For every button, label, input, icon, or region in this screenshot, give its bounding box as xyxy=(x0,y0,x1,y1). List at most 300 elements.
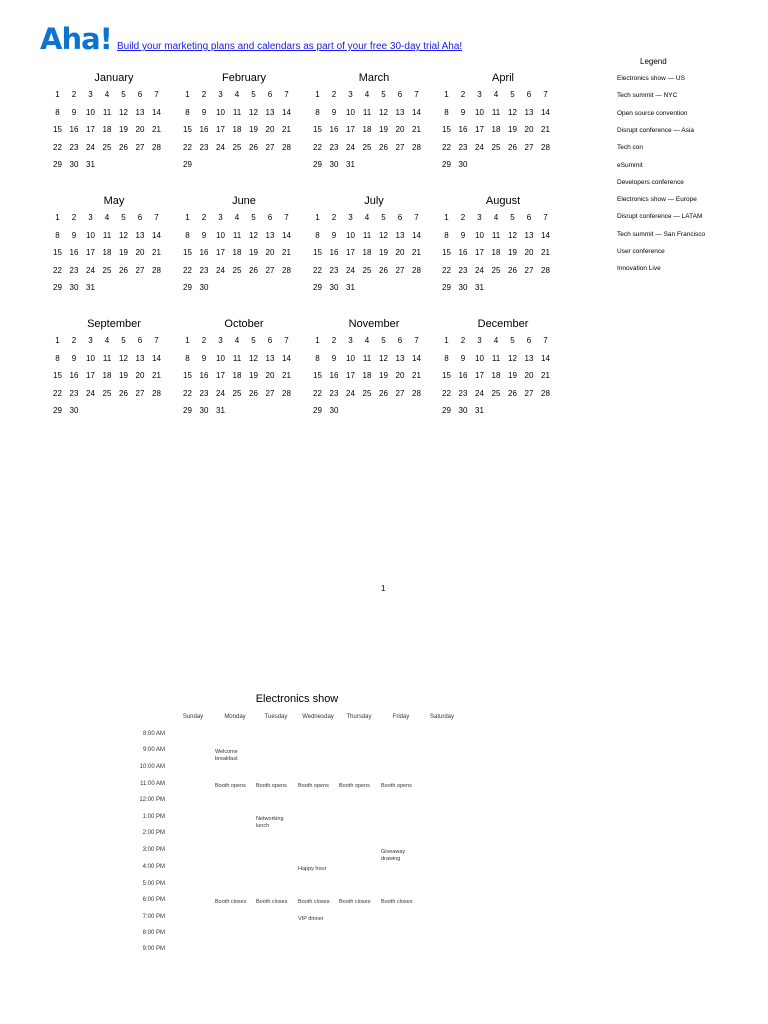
calendar-day: 23 xyxy=(69,142,79,152)
calendar-day: 6 xyxy=(526,336,532,345)
calendar-day: 28 xyxy=(152,265,161,275)
calendar-day: 3 xyxy=(218,336,223,345)
calendar-day: 30 xyxy=(199,406,209,415)
calendar-day: 13 xyxy=(265,353,275,363)
calendar-day: 4 xyxy=(104,336,110,345)
calendar-day: 24 xyxy=(475,388,484,398)
calendar-day: 14 xyxy=(152,230,161,240)
calendar-day: 22 xyxy=(183,265,192,275)
calendar-day: 7 xyxy=(543,90,548,99)
calendar-day: 6 xyxy=(526,90,532,99)
calendar-day: 28 xyxy=(282,265,291,275)
calendar-day: 22 xyxy=(183,142,192,152)
calendar-day: 1 xyxy=(55,213,60,222)
calendar-day: 18 xyxy=(362,371,372,380)
calendar-day: 24 xyxy=(475,142,484,152)
calendar-day: 23 xyxy=(329,142,339,152)
calendar-day: 5 xyxy=(510,213,515,222)
time-slot-label: 4:00 PM xyxy=(142,864,165,870)
calendar-day: 16 xyxy=(69,125,79,134)
calendar-day: 20 xyxy=(135,125,145,134)
aha-logo: Aha! xyxy=(40,22,112,56)
calendar-day: 1 xyxy=(185,90,190,99)
calendar-day: 4 xyxy=(234,90,240,99)
schedule-event: Booth closes xyxy=(339,899,371,905)
calendar-day: 13 xyxy=(135,107,145,117)
calendar-day: 18 xyxy=(232,371,242,380)
calendar-day: 12 xyxy=(119,230,128,240)
calendar-day: 15 xyxy=(313,371,322,380)
calendar-day: 29 xyxy=(313,160,322,169)
calendar-day: 24 xyxy=(216,265,225,275)
calendar-day: 12 xyxy=(508,353,517,363)
calendar-day: 9 xyxy=(201,230,207,240)
calendar-day: 19 xyxy=(119,371,128,380)
calendar-day: 7 xyxy=(284,336,289,345)
calendar-day: 23 xyxy=(199,388,209,398)
calendar-day: 5 xyxy=(510,336,515,345)
calendar-day: 16 xyxy=(199,125,209,134)
calendar-day: 25 xyxy=(362,265,372,275)
calendar-day: 28 xyxy=(412,388,421,398)
weekday-header: Thursday xyxy=(346,714,372,720)
calendar-day: 18 xyxy=(102,371,112,380)
calendar-day: 18 xyxy=(102,248,112,257)
calendar-day: 3 xyxy=(88,336,93,345)
legend-item: Tech summit — San Francisco xyxy=(617,230,706,238)
calendar-day: 18 xyxy=(491,371,501,380)
legend-item: Innovation Live xyxy=(617,265,661,273)
calendar-day: 20 xyxy=(265,248,275,257)
calendar-day: 27 xyxy=(265,265,275,275)
calendar-day: 11 xyxy=(491,107,501,117)
calendar-day: 10 xyxy=(346,107,355,117)
calendar-day: 25 xyxy=(232,142,242,152)
calendar-day: 15 xyxy=(53,125,62,134)
calendar-day: 14 xyxy=(152,353,161,363)
calendar-day: 21 xyxy=(412,125,421,134)
weekday-header: Saturday xyxy=(429,714,454,720)
time-slot-label: 8:00 AM xyxy=(142,731,165,737)
calendar-day: 25 xyxy=(491,142,501,152)
calendar-day: 19 xyxy=(379,371,388,380)
calendar-day: 17 xyxy=(216,125,225,134)
calendar-day: 19 xyxy=(379,125,388,134)
calendar-day: 30 xyxy=(329,406,339,415)
calendar-day: 23 xyxy=(69,388,79,398)
calendar-day: 6 xyxy=(397,90,403,99)
calendar-day: 11 xyxy=(362,230,372,240)
time-slot-label: 9:00 AM xyxy=(142,747,165,753)
schedule-title: Electronics show xyxy=(255,693,339,705)
calendar-day: 19 xyxy=(119,248,128,257)
calendar-day: 1 xyxy=(315,90,320,99)
legend-item: Electronics show — US xyxy=(617,75,685,82)
calendar-day: 15 xyxy=(442,371,451,380)
calendar-day: 26 xyxy=(119,265,128,275)
calendar-day: 5 xyxy=(381,90,386,99)
calendar-day: 10 xyxy=(475,230,484,240)
calendar-day: 12 xyxy=(379,230,388,240)
calendar-day: 22 xyxy=(442,388,451,398)
calendar-day: 7 xyxy=(154,336,159,345)
month-name: November xyxy=(348,318,400,330)
calendar-day: 29 xyxy=(183,283,192,292)
calendar-day: 14 xyxy=(412,107,421,117)
time-slot-label: 8:00 PM xyxy=(142,930,165,936)
calendar-day: 7 xyxy=(284,90,289,99)
calendar-day: 23 xyxy=(458,388,468,398)
calendar-day: 16 xyxy=(329,371,339,380)
calendar-day: 8 xyxy=(185,107,190,117)
calendar-day: 11 xyxy=(491,353,501,363)
time-slot-label: 7:00 PM xyxy=(142,914,165,920)
calendar-day: 2 xyxy=(201,90,207,99)
schedule-event: Booth closes xyxy=(256,899,288,905)
calendar-day: 31 xyxy=(346,160,355,169)
legend-item: Disrupt conference — Asia xyxy=(617,126,694,134)
calendar-day: 20 xyxy=(524,125,534,134)
legend-item: Disrupt conference — LATAM xyxy=(617,213,703,221)
calendar-day: 1 xyxy=(55,336,60,345)
calendar-day: 13 xyxy=(265,107,275,117)
calendar-day: 2 xyxy=(331,213,337,222)
calendar-day: 17 xyxy=(346,371,355,380)
time-slot-label: 12:00 PM xyxy=(139,797,165,803)
calendar-day: 26 xyxy=(508,142,517,152)
schedule-event: Booth opens xyxy=(215,783,246,789)
calendar-day: 7 xyxy=(543,336,548,345)
calendar-day: 25 xyxy=(362,142,372,152)
month-name: August xyxy=(485,195,521,207)
calendar-day: 17 xyxy=(86,248,95,257)
calendar-day: 2 xyxy=(460,90,466,99)
calendar-day: 20 xyxy=(395,248,405,257)
page-number: 1 xyxy=(381,584,386,593)
calendar-day: 28 xyxy=(412,265,421,275)
calendar-day: 3 xyxy=(88,90,93,99)
calendar-day: 10 xyxy=(86,353,95,363)
calendar-day: 22 xyxy=(442,142,451,152)
calendar-day: 10 xyxy=(346,353,355,363)
calendar-day: 10 xyxy=(86,107,95,117)
calendar-day: 10 xyxy=(86,230,95,240)
calendar-day: 4 xyxy=(364,336,370,345)
calendar-day: 4 xyxy=(104,213,110,222)
calendar-day: 31 xyxy=(475,406,484,415)
calendar-day: 6 xyxy=(137,336,143,345)
time-slot-label: 1:00 PM xyxy=(142,814,165,820)
calendar-day: 8 xyxy=(55,353,60,363)
time-slot-label: 11:00 AM xyxy=(140,781,165,787)
calendar-day: 25 xyxy=(102,388,112,398)
calendar-day: 8 xyxy=(185,353,190,363)
month-name: July xyxy=(364,195,384,207)
calendar-day: 27 xyxy=(395,265,405,275)
calendar-day: 30 xyxy=(458,406,468,415)
calendar-day: 19 xyxy=(379,248,388,257)
calendar-day: 26 xyxy=(379,142,388,152)
calendar-day: 29 xyxy=(442,406,451,415)
calendar-day: 10 xyxy=(216,107,225,117)
calendar-day: 24 xyxy=(475,265,484,275)
calendar-day: 29 xyxy=(183,406,192,415)
calendar-day: 11 xyxy=(491,230,501,240)
schedule-event: Booth closes xyxy=(298,899,330,905)
schedule-event: Booth opens xyxy=(339,783,370,789)
time-slot-label: 10:00 AM xyxy=(139,764,165,770)
calendar-day: 29 xyxy=(53,283,62,292)
calendar-day: 5 xyxy=(381,213,386,222)
calendar-day: 16 xyxy=(458,371,468,380)
calendar-day: 5 xyxy=(251,336,256,345)
weekday-header: Monday xyxy=(224,714,246,720)
calendar-day: 21 xyxy=(152,125,161,134)
calendar-day: 8 xyxy=(444,107,449,117)
calendar-day: 2 xyxy=(460,336,466,345)
calendar-day: 12 xyxy=(379,107,388,117)
calendar-day: 11 xyxy=(102,230,112,240)
calendar-day: 8 xyxy=(444,353,449,363)
calendar-day: 12 xyxy=(379,353,388,363)
calendar-day: 22 xyxy=(442,265,451,275)
calendar-day: 15 xyxy=(183,125,192,134)
calendar-day: 6 xyxy=(137,213,143,222)
calendar-day: 4 xyxy=(234,336,240,345)
calendar-day: 2 xyxy=(201,336,207,345)
calendar-day: 23 xyxy=(458,265,468,275)
calendar-day: 17 xyxy=(475,125,484,134)
calendar-day: 21 xyxy=(541,125,550,134)
schedule-event: Networking lunch xyxy=(256,816,284,829)
calendar-day: 21 xyxy=(541,248,550,257)
calendar-day: 13 xyxy=(395,107,405,117)
calendar-day: 8 xyxy=(444,230,449,240)
schedule-event: Welcome breakfast xyxy=(215,749,238,762)
schedule-event: Booth opens xyxy=(256,783,287,789)
calendar-day: 7 xyxy=(284,213,289,222)
calendar-day: 31 xyxy=(86,283,95,292)
calendar-day: 29 xyxy=(313,283,322,292)
calendar-day: 1 xyxy=(185,336,190,345)
calendar-day: 13 xyxy=(265,230,275,240)
calendar-day: 25 xyxy=(102,142,112,152)
calendar-day: 28 xyxy=(152,388,161,398)
calendar-day: 16 xyxy=(458,125,468,134)
time-slot-label: 3:00 PM xyxy=(142,847,165,853)
calendar-day: 31 xyxy=(216,406,225,415)
calendar-day: 5 xyxy=(381,336,386,345)
calendar-day: 22 xyxy=(313,265,322,275)
calendar-day: 7 xyxy=(543,213,548,222)
calendar-day: 20 xyxy=(135,248,145,257)
time-slot-label: 9:00 PM xyxy=(142,946,165,952)
calendar-day: 11 xyxy=(362,107,372,117)
calendar-day: 3 xyxy=(348,90,353,99)
calendar-day: 21 xyxy=(412,371,421,380)
calendar-day: 17 xyxy=(86,371,95,380)
calendar-day: 25 xyxy=(232,265,242,275)
calendar-day: 2 xyxy=(460,213,466,222)
calendar-day: 22 xyxy=(53,388,62,398)
calendar-day: 28 xyxy=(541,142,550,152)
calendar-day: 11 xyxy=(232,230,242,240)
legend-item: eSummit xyxy=(617,161,643,169)
calendar-day: 18 xyxy=(102,125,112,134)
calendar-day: 16 xyxy=(329,248,339,257)
calendar-day: 2 xyxy=(71,90,77,99)
calendar-day: 26 xyxy=(379,265,388,275)
calendar-day: 26 xyxy=(508,265,517,275)
calendar-day: 30 xyxy=(458,283,468,292)
calendar-day: 4 xyxy=(364,90,370,99)
calendar-day: 21 xyxy=(541,371,550,380)
calendar-day: 9 xyxy=(201,107,207,117)
calendar-day: 30 xyxy=(329,160,339,169)
calendar-day: 17 xyxy=(346,125,355,134)
calendar-day: 30 xyxy=(329,283,339,292)
calendar-day: 12 xyxy=(249,230,258,240)
month-name: May xyxy=(103,195,125,207)
calendar-day: 1 xyxy=(444,90,449,99)
calendar-day: 2 xyxy=(71,213,77,222)
calendar-day: 9 xyxy=(460,353,466,363)
calendar-day: 14 xyxy=(541,353,550,363)
weekday-header: Sunday xyxy=(182,714,204,720)
calendar-day: 10 xyxy=(216,230,225,240)
calendar-day: 14 xyxy=(282,107,291,117)
calendar-day: 15 xyxy=(442,125,451,134)
calendar-day: 18 xyxy=(232,248,242,257)
calendar-day: 9 xyxy=(460,230,466,240)
calendar-day: 16 xyxy=(199,371,209,380)
calendar-day: 19 xyxy=(508,248,517,257)
calendar-day: 5 xyxy=(510,90,515,99)
calendar-day: 11 xyxy=(232,107,242,117)
month-name: September xyxy=(87,318,141,330)
calendar-day: 3 xyxy=(477,90,482,99)
calendar-day: 21 xyxy=(152,248,161,257)
legend-item: Open source convention xyxy=(617,109,688,117)
calendar-day: 6 xyxy=(397,336,403,345)
calendar-day: 20 xyxy=(524,371,534,380)
calendar-day: 28 xyxy=(282,388,291,398)
calendar-day: 26 xyxy=(119,142,128,152)
calendar-day: 2 xyxy=(331,336,337,345)
calendar-day: 10 xyxy=(346,230,355,240)
calendar-day: 28 xyxy=(152,142,161,152)
calendar-day: 9 xyxy=(331,353,337,363)
calendar-day: 28 xyxy=(541,265,550,275)
calendar-day: 20 xyxy=(395,371,405,380)
legend-item: User conference xyxy=(617,248,665,255)
calendar-day: 30 xyxy=(458,160,468,169)
free-trial-link[interactable]: Build your marketing plans and calendars as part of your free 30-day trial Aha! xyxy=(117,41,463,52)
calendar-day: 25 xyxy=(362,388,372,398)
month-name: January xyxy=(94,72,134,84)
calendar-day: 5 xyxy=(121,336,126,345)
calendar-day: 30 xyxy=(69,406,79,415)
calendar-day: 13 xyxy=(135,230,145,240)
calendar-day: 8 xyxy=(55,107,60,117)
calendar-day: 16 xyxy=(69,371,79,380)
calendar-day: 20 xyxy=(265,371,275,380)
calendar-day: 23 xyxy=(69,265,79,275)
calendar-day: 16 xyxy=(69,248,79,257)
calendar-day: 6 xyxy=(397,213,403,222)
calendar-day: 13 xyxy=(395,353,405,363)
calendar-day: 26 xyxy=(249,142,258,152)
legend-item: Developers conference xyxy=(617,178,684,186)
calendar-day: 18 xyxy=(362,248,372,257)
calendar-day: 30 xyxy=(69,160,79,169)
calendar-day: 22 xyxy=(53,142,62,152)
calendar-day: 5 xyxy=(121,213,126,222)
calendar-day: 15 xyxy=(183,248,192,257)
legend-item: Tech con xyxy=(617,144,644,152)
calendar-day: 9 xyxy=(331,107,337,117)
calendar-day: 15 xyxy=(183,371,192,380)
calendar-day: 18 xyxy=(491,248,501,257)
calendar-day: 13 xyxy=(524,107,534,117)
calendar-day: 3 xyxy=(88,213,93,222)
calendar-day: 8 xyxy=(315,353,320,363)
schedule-event: Giveaway drawing xyxy=(381,849,406,862)
schedule-event: Booth closes xyxy=(381,899,413,905)
calendar-day: 1 xyxy=(444,336,449,345)
calendar-day: 27 xyxy=(265,388,275,398)
month-name: April xyxy=(491,72,514,84)
calendar-day: 3 xyxy=(218,213,223,222)
calendar-day: 13 xyxy=(135,353,145,363)
calendar-day: 25 xyxy=(491,265,501,275)
calendar-day: 15 xyxy=(442,248,451,257)
calendar-day: 7 xyxy=(154,213,159,222)
calendar-day: 22 xyxy=(313,142,322,152)
calendar-day: 12 xyxy=(119,353,128,363)
calendar-day: 4 xyxy=(364,213,370,222)
calendar-day: 9 xyxy=(460,107,466,117)
calendar-day: 20 xyxy=(265,125,275,134)
calendar-day: 1 xyxy=(55,90,60,99)
calendar-day: 19 xyxy=(508,371,517,380)
calendar-day: 23 xyxy=(329,388,339,398)
calendar-day: 22 xyxy=(313,388,322,398)
calendar-day: 24 xyxy=(346,388,355,398)
calendar-day: 6 xyxy=(267,90,273,99)
calendar-day: 27 xyxy=(395,388,405,398)
calendar-day: 22 xyxy=(183,388,192,398)
calendar-day: 27 xyxy=(135,142,145,152)
calendar-day: 18 xyxy=(362,125,372,134)
calendar-day: 1 xyxy=(185,213,190,222)
calendar-day: 14 xyxy=(412,353,421,363)
calendar-day: 12 xyxy=(508,107,517,117)
month-name: February xyxy=(221,72,267,84)
month-name: June xyxy=(232,195,256,207)
calendar-day: 1 xyxy=(315,213,320,222)
calendar-day: 31 xyxy=(346,283,355,292)
calendar-day: 9 xyxy=(201,353,207,363)
weekday-header: Tuesday xyxy=(264,714,288,720)
calendar-day: 9 xyxy=(331,230,337,240)
calendar-day: 24 xyxy=(86,388,95,398)
calendar-day: 5 xyxy=(251,90,256,99)
calendar-day: 29 xyxy=(53,406,62,415)
calendar-day: 15 xyxy=(313,125,322,134)
calendar-day: 25 xyxy=(491,388,501,398)
calendar-day: 9 xyxy=(71,107,77,117)
